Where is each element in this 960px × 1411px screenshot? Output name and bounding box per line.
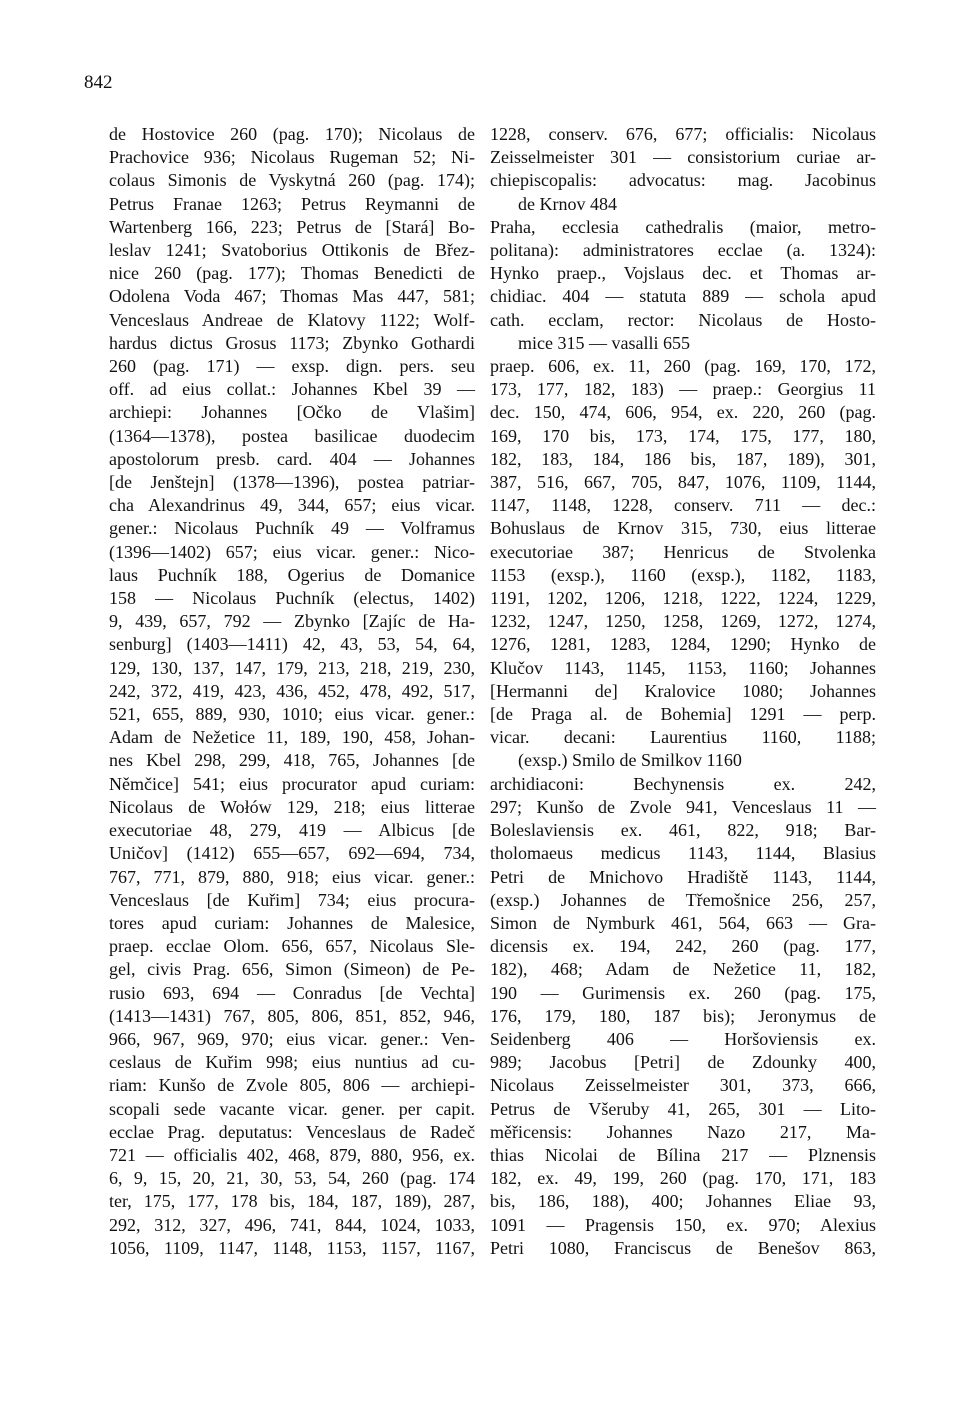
text-line: off. ad eius collat.: Johannes Kbel 39 — <box>109 379 475 400</box>
text-line: (exsp.) Smilo de Smilkov 1160 <box>518 750 742 771</box>
text-line: riam: Kunšo de Zvole 805, 806 — archiepi- <box>109 1075 475 1096</box>
text-line: ter, 175, 177, 178 bis, 184, 187, 189), 287, <box>109 1191 475 1212</box>
text-line: 176, 179, 180, 187 bis); Jeronymus de <box>490 1005 876 1026</box>
text-line: ecclae Prag. deputatus: Venceslaus de Radeč <box>109 1121 475 1142</box>
text-line: executoriae 48, 279, 419 — Albicus [de <box>109 820 475 841</box>
text-line: executoriae 387; Henricus de Stvolenka <box>490 541 876 562</box>
text-line: 182, 183, 184, 186 bis, 187, 189), 301, <box>490 448 876 469</box>
text-line: Adam de Nežetice 11, 189, 190, 458, Johan- <box>109 727 475 748</box>
text-line: [de Praga al. de Bohemia] 1291 — perp. <box>490 704 876 725</box>
text-line: praep. 606, ex. 11, 260 (pag. 169, 170, 172, <box>490 356 876 377</box>
text-line: 989; Jacobus [Petri] de Zdounky 400, <box>490 1052 876 1073</box>
text-line: 260 (pag. 171) — exsp. dign. pers. seu <box>109 356 475 377</box>
text-line: 242, 372, 419, 423, 436, 452, 478, 492, 517, <box>109 680 475 701</box>
text-line: mice 315 — vasalli 655 <box>518 332 690 353</box>
text-line: hardus dictus Grosus 1173; Zbynko Gothardi <box>109 332 475 353</box>
text-line: gener.: Nicolaus Puchník 49 — Volframus <box>109 518 475 539</box>
left-text-column <box>109 123 475 1260</box>
text-line: 9, 439, 657, 792 — Zbynko [Zajíc de Ha- <box>109 611 475 632</box>
text-line: archiepi: Johannes [Očko de Vlašim] <box>109 402 475 423</box>
text-line: 387, 516, 667, 705, 847, 1076, 1109, 1144, <box>490 472 876 493</box>
text-line: Nicolaus Zeisselmeister 301, 373, 666, <box>490 1075 876 1096</box>
text-line: chidiac. 404 — statuta 889 — schola apud <box>490 286 876 307</box>
text-line: 966, 967, 969, 970; eius vicar. gener.: Ven- <box>109 1028 475 1049</box>
text-line: rusio 693, 694 — Conradus [de Vechta] <box>109 982 475 1003</box>
text-line: Prachovice 936; Nicolaus Rugeman 52; Ni- <box>109 147 475 168</box>
text-line: Venceslaus [de Kuřim] 734; eius procura- <box>109 889 475 910</box>
text-line: de Hostovice 260 (pag. 170); Nicolaus de <box>109 124 475 144</box>
text-line: 1232, 1247, 1250, 1258, 1269, 1272, 1274, <box>490 611 876 632</box>
text-line: Hynko praep., Vojslaus dec. et Thomas ar- <box>490 263 876 284</box>
right-text-column <box>490 123 876 1260</box>
text-line: chiepiscopalis: advocatus: mag. Jacobinus <box>490 170 876 191</box>
text-line: laus Puchník 188, Ogerius de Domanice <box>109 564 475 585</box>
text-line: Venceslaus Andreae de Klatovy 1122; Wolf- <box>109 309 475 330</box>
text-line: 6, 9, 15, 20, 21, 30, 53, 54, 260 (pag. 174 <box>109 1168 475 1189</box>
text-line: praep. ecclae Olom. 656, 657, Nicolaus Sle- <box>109 936 475 957</box>
text-line: Wartenberg 166, 223; Petrus de [Stará] Bo- <box>109 216 475 237</box>
text-line: 169, 170 bis, 173, 174, 175, 177, 180, <box>490 425 876 446</box>
text-line: 173, 177, 182, 183) — praep.: Georgius 11 <box>490 379 876 400</box>
text-line: politana): administratores ecclae (a. 1324): <box>490 240 876 261</box>
text-line: Němčice] 541; eius procurator apud curiam: <box>109 773 475 794</box>
text-line: Nicolaus de Wołów 129, 218; eius litterae <box>109 796 475 817</box>
text-line: cha Alexandrinus 49, 344, 657; eius vicar. <box>109 495 475 516</box>
text-line: bis, 186, 188), 400; Johannes Eliae 93, <box>490 1191 876 1212</box>
text-line: [Hermanni de] Kralovice 1080; Johannes <box>490 680 876 701</box>
text-line: 767, 771, 879, 880, 918; eius vicar. gener.: <box>109 866 475 887</box>
text-line: vicar. decani: Laurentius 1160, 1188; <box>490 727 876 748</box>
text-line: scopali sede vacante vicar. gener. per capit. <box>109 1098 475 1119</box>
text-line: 190 — Gurimensis ex. 260 (pag. 175, <box>490 982 876 1003</box>
text-line: měřicensis: Johannes Nazo 217, Ma- <box>490 1121 876 1142</box>
text-line: Seidenberg 406 — Horšoviensis ex. <box>490 1028 876 1049</box>
text-line: colaus Simonis de Vyskytná 260 (pag. 174); <box>109 170 475 191</box>
text-line: apostolorum presb. card. 404 — Johannes <box>109 448 475 469</box>
text-line: 182, ex. 49, 199, 260 (pag. 170, 171, 183 <box>490 1168 876 1189</box>
text-line: ceslaus de Kuřim 998; eius nuntius ad cu- <box>109 1052 475 1073</box>
page-number: 842 <box>84 72 113 93</box>
text-line: 1056, 1109, 1147, 1148, 1153, 1157, 1167, <box>109 1237 475 1258</box>
text-line: 129, 130, 137, 147, 179, 213, 218, 219, 230, <box>109 657 475 678</box>
text-line: leslav 1241; Svatoborius Ottikonis de Břez- <box>109 240 475 261</box>
text-line: nice 260 (pag. 177); Thomas Benedicti de <box>109 263 475 284</box>
text-line: 521, 655, 889, 930, 1010; eius vicar. gener.: <box>109 704 475 725</box>
text-line: 292, 312, 327, 496, 741, 844, 1024, 1033, <box>109 1214 475 1235</box>
text-line: dec. 150, 474, 606, 954, ex. 220, 260 (pag. <box>490 402 876 423</box>
text-line: 1228, conserv. 676, 677; officialis: Nicolaus <box>490 124 876 144</box>
text-line: Bohuslaus de Krnov 315, 730, eius litterae <box>490 518 876 539</box>
text-line: Petrus Franae 1263; Petrus Reymanni de <box>109 193 475 214</box>
text-line: Zeisselmeister 301 — consistorium curiae ar- <box>490 147 876 168</box>
text-line: de Krnov 484 <box>518 193 617 214</box>
text-line: Petrus de Všeruby 41, 265, 301 — Lito- <box>490 1098 876 1119</box>
text-line: 297; Kunšo de Zvole 941, Venceslaus 11 — <box>490 796 876 817</box>
text-line: (1413—1431) 767, 805, 806, 851, 852, 946, <box>109 1005 475 1026</box>
text-line: thias Nicolai de Bílina 217 — Plznensis <box>490 1144 876 1165</box>
text-line: [de Jenštejn] (1378—1396), postea patriar- <box>109 472 475 493</box>
text-line: Klučov 1143, 1145, 1153, 1160; Johannes <box>490 657 876 678</box>
text-line: tores apud curiam: Johannes de Malesice, <box>109 912 475 933</box>
text-line: cath. ecclam, rector: Nicolaus de Hosto- <box>490 309 876 330</box>
text-line: Odolena Voda 467; Thomas Mas 447, 581; <box>109 286 475 307</box>
text-line: nes Kbel 298, 299, 418, 765, Johannes [de <box>109 750 475 771</box>
text-line: 1191, 1202, 1206, 1218, 1222, 1224, 1229, <box>490 588 876 609</box>
text-line: 1147, 1148, 1228, conserv. 711 — dec.: <box>490 495 876 516</box>
text-line: tholomaeus medicus 1143, 1144, Blasius <box>490 843 876 864</box>
text-line: (exsp.) Johannes de Třemošnice 256, 257, <box>490 889 876 910</box>
text-line: dicensis ex. 194, 242, 260 (pag. 177, <box>490 936 876 957</box>
text-line: (1396—1402) 657; eius vicar. gener.: Nico- <box>109 541 475 562</box>
text-line: 158 — Nicolaus Puchník (electus, 1402) <box>109 588 475 609</box>
text-line: Petri 1080, Franciscus de Benešov 863, <box>490 1237 876 1258</box>
text-line: senburg] (1403—1411) 42, 43, 53, 54, 64, <box>109 634 475 655</box>
text-line: archidiaconi: Bechynensis ex. 242, <box>490 773 876 794</box>
text-line: Praha, ecclesia cathedralis (maior, metro- <box>490 216 876 237</box>
text-line: Boleslaviensis ex. 461, 822, 918; Bar- <box>490 820 876 841</box>
text-line: Simon de Nymburk 461, 564, 663 — Gra- <box>490 912 876 933</box>
text-line: Petri de Mnichovo Hradiště 1143, 1144, <box>490 866 876 887</box>
text-line: (1364—1378), postea basilicae duodecim <box>109 425 475 446</box>
text-line: 721 — officialis 402, 468, 879, 880, 956, ex. <box>109 1144 475 1165</box>
text-line: Uničov] (1412) 655—657, 692—694, 734, <box>109 843 475 864</box>
text-line: gel, civis Prag. 656, Simon (Simeon) de Pe- <box>109 959 475 980</box>
text-line: 1153 (exsp.), 1160 (exsp.), 1182, 1183, <box>490 564 876 585</box>
text-line: 182), 468; Adam de Nežetice 11, 182, <box>490 959 876 980</box>
text-line: 1276, 1281, 1283, 1284, 1290; Hynko de <box>490 634 876 655</box>
text-line: 1091 — Pragensis 150, ex. 970; Alexius <box>490 1214 876 1235</box>
